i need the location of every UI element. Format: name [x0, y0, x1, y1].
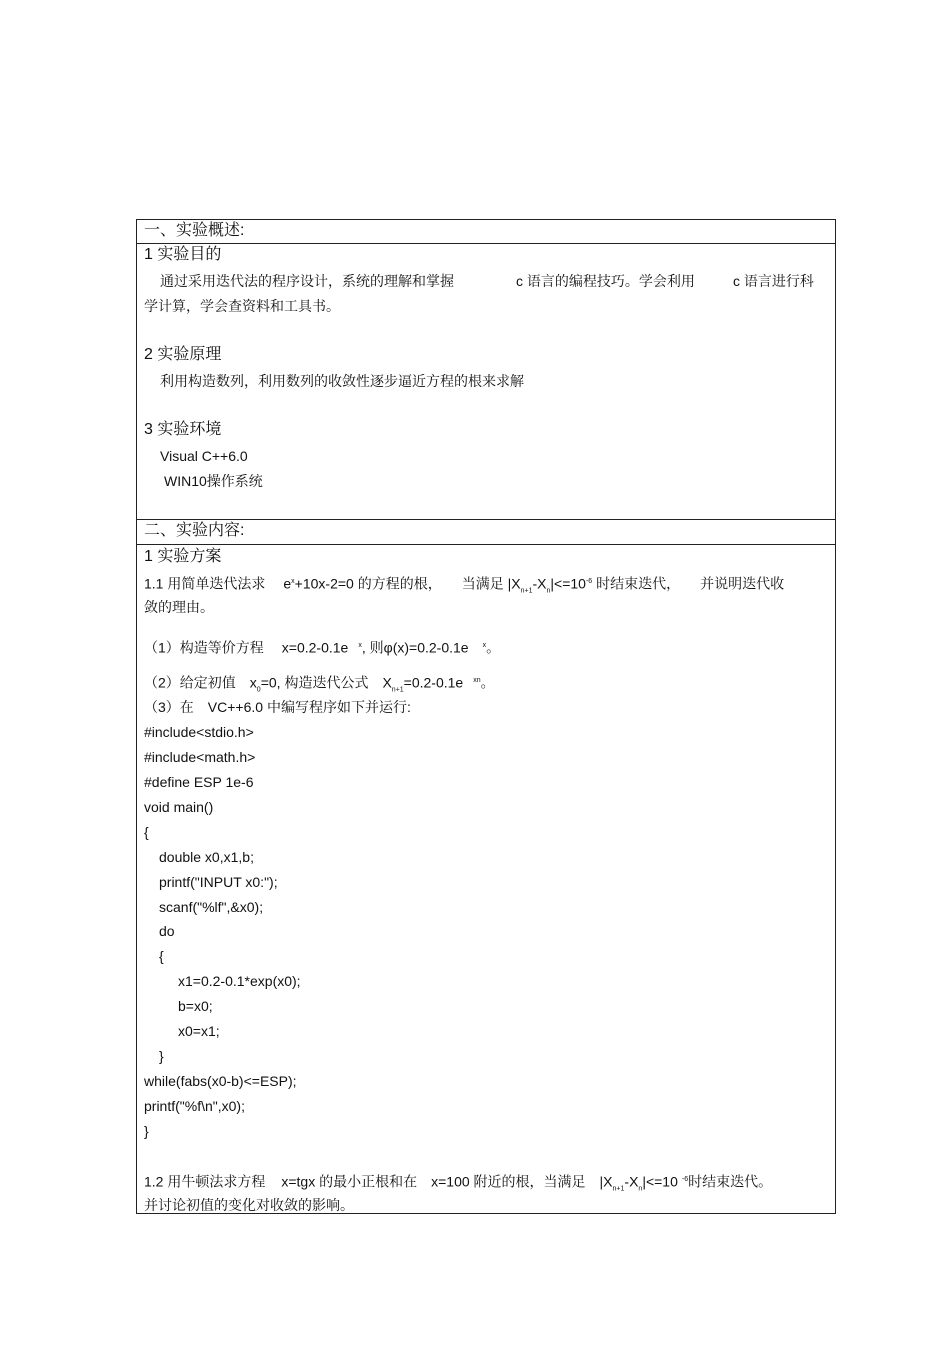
- step-2-label: （2）给定初值: [144, 674, 236, 691]
- step-1-exp1: x: [358, 642, 362, 649]
- step-2-formula: =0.2-0.1e: [403, 674, 464, 691]
- step-2-subn1: n+1: [391, 686, 404, 694]
- code-line: #include<math.h>: [144, 749, 256, 765]
- formula-e: e: [283, 575, 292, 592]
- step-1: [144, 637, 500, 657]
- purpose-heading: 1 实验目的: [144, 246, 222, 263]
- step-2-end: 。: [480, 674, 495, 691]
- code-line: scanf("%lf",&x0);: [159, 899, 264, 915]
- formula-rest: +10x-2=0 的方程的根，: [294, 575, 442, 592]
- task-1-2-equation: x=tgx 的最小正根和在: [281, 1173, 418, 1190]
- task-1-2-line2: 并讨论初值的变化对收敛的影响。: [144, 1197, 354, 1213]
- code-line: do: [159, 923, 175, 939]
- task-1-2-cond-end: |<=10: [642, 1173, 678, 1190]
- step-1-label: （1）构造等价方程: [144, 639, 264, 656]
- task-1-2-near: x=100 附近的根，当满足: [431, 1173, 586, 1190]
- condition-sub2: n: [546, 587, 551, 595]
- step-2-exp: xn: [473, 677, 481, 684]
- task-1-1-line2: 敛的理由。: [144, 599, 214, 615]
- principle-heading: 2 实验原理: [144, 346, 222, 363]
- code-line: printf("%f\n",x0);: [144, 1098, 245, 1114]
- reason-text: 并说明迭代收: [700, 575, 785, 592]
- principle-text: 利用构造数列，利用数列的收敛性逐步逼近方程的根来求解: [160, 373, 524, 389]
- purpose-text-c: c 语言进行科: [733, 273, 814, 289]
- step-2: [144, 672, 495, 699]
- code-line: #include<stdio.h>: [144, 724, 254, 740]
- step-2-x: x: [249, 674, 257, 691]
- report-table: [136, 219, 836, 1214]
- purpose-text-b: c 语言的编程技巧。学会利用: [516, 273, 695, 289]
- code-line: while(fabs(x0-b)<=ESP);: [144, 1073, 297, 1089]
- step-1-phi: , 则φ(x)=0.2-0.1e: [361, 639, 469, 656]
- step-3-text: VC++6.0 中编写程序如下并运行:: [207, 699, 411, 715]
- task-1-2-label: 1.2 用牛顿法求方程: [144, 1173, 266, 1190]
- code-line: x1=0.2-0.1*exp(x0);: [178, 973, 301, 989]
- condition-end: |<=10: [550, 575, 586, 592]
- code-line: double x0,x1,b;: [159, 849, 254, 865]
- code-line: }: [144, 1123, 149, 1139]
- step-3-label: （3）在: [144, 699, 194, 715]
- step-2-formula-label: =0, 构造迭代公式: [260, 674, 369, 691]
- environment-item: Visual C++6.0: [160, 448, 248, 464]
- task-1-2-exp: -6: [681, 1176, 689, 1183]
- environment-heading: 3 实验环境: [144, 421, 222, 438]
- step-3: [144, 698, 411, 716]
- formula-exp: x: [291, 578, 295, 585]
- condition-mid: -X: [532, 575, 547, 592]
- step-1-end: 。: [486, 639, 501, 656]
- section-1-header: 一、实验概述:: [137, 220, 835, 244]
- stop-text: 时结束迭代，: [596, 575, 681, 592]
- section-2-header: 二、实验内容:: [137, 519, 835, 545]
- task-1-1-label: 1.1 用简单迭代法求: [144, 575, 266, 592]
- condition-exp: -6: [585, 578, 593, 585]
- code-line: x0=x1;: [178, 1023, 220, 1039]
- code-line: #define ESP 1e-6: [144, 774, 254, 790]
- code-line: }: [159, 1048, 164, 1064]
- purpose-text-a: 通过采用迭代法的程序设计，系统的理解和掌握: [160, 273, 454, 289]
- step-2-sub0: 0: [256, 686, 261, 694]
- condition-start: 当满足 |X: [461, 575, 521, 592]
- code-line: {: [159, 948, 164, 964]
- code-line: printf("INPUT x0:");: [159, 874, 278, 890]
- purpose-text-d: 学计算，学会查资料和工具书。: [144, 298, 340, 314]
- environment-item: WIN10操作系统: [164, 473, 263, 489]
- task-1-2-sub1: n+1: [612, 1185, 625, 1193]
- step-1-equation: x=0.2-0.1e: [281, 639, 349, 656]
- code-line: b=x0;: [178, 998, 213, 1014]
- task-1-1-line1: [144, 573, 784, 600]
- task-1-2-line1: [144, 1171, 772, 1198]
- task-1-2-cond-mid: -X: [624, 1173, 639, 1190]
- code-line: {: [144, 824, 149, 840]
- task-1-2-cond-start: |X: [599, 1173, 613, 1190]
- condition-sub1: n+1: [520, 587, 533, 595]
- step-2-X: X: [382, 674, 392, 691]
- code-line: void main(): [144, 799, 214, 815]
- plan-heading: 1 实验方案: [144, 548, 222, 565]
- step-1-exp2: x: [482, 642, 487, 649]
- task-1-2-stop: 时结束迭代。: [688, 1173, 773, 1190]
- task-1-2-sub2: n: [638, 1185, 643, 1193]
